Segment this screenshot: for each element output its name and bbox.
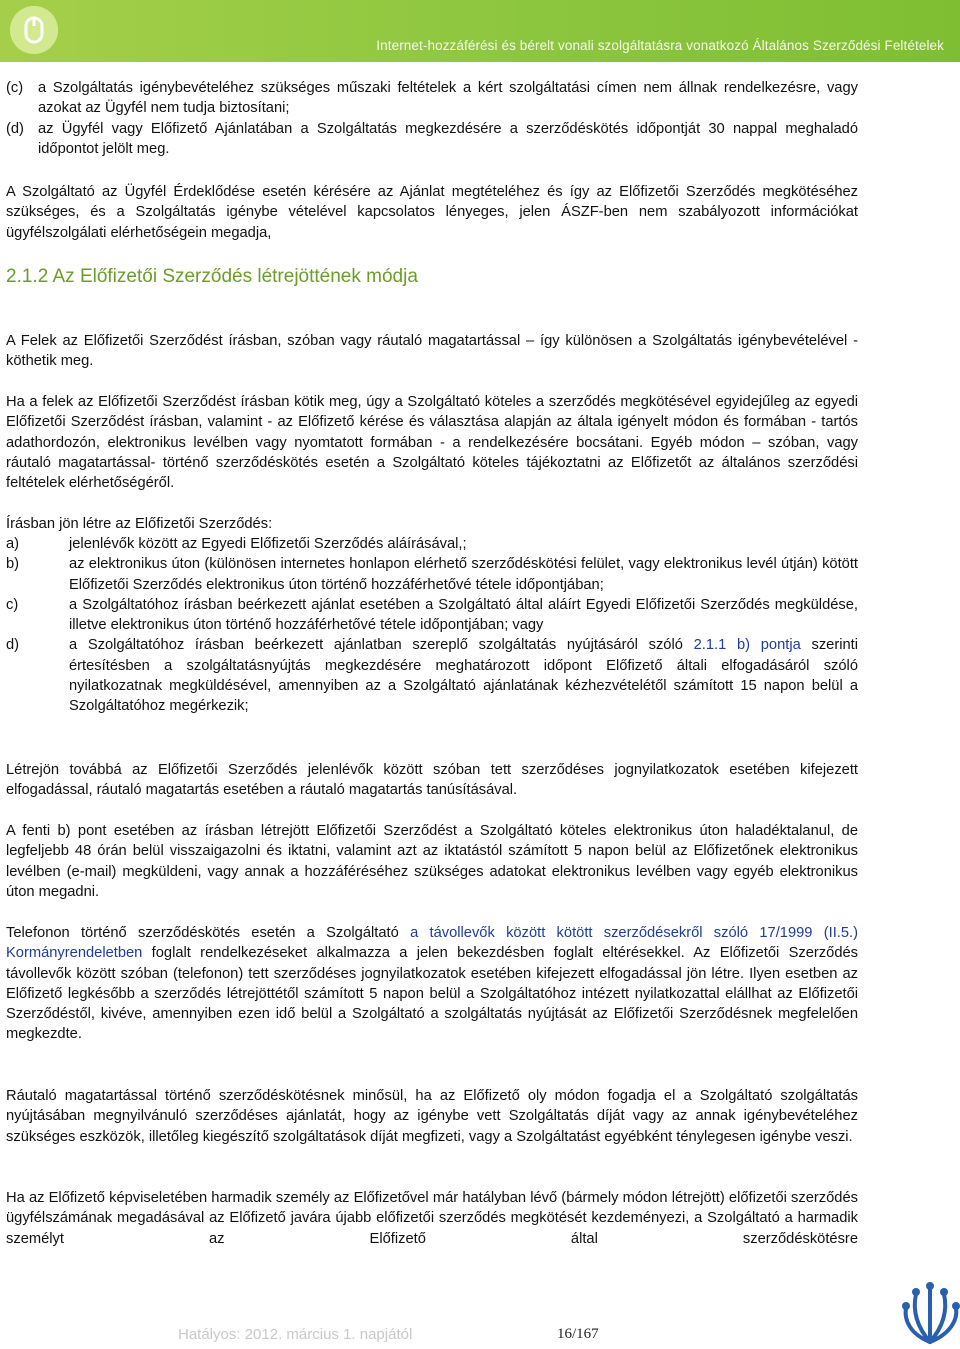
- running-title: Internet-hozzáférési és bérelt vonali szolgáltatásra vonatkozó Általános Szerződési Feltételek: [376, 38, 944, 53]
- paragraph: [6, 923, 858, 1045]
- contract-formation-list: [6, 534, 858, 717]
- list-item-text: az Ügyfél vagy Előfizető Ajánlatában a Szolgáltatás megkezdésére a szerződéskötés időpontját 30 nappal meghaladó időpontot jelölt meg.: [38, 120, 858, 157]
- list-item-text: a Szolgáltatóhoz írásban beérkezett ajánlatban szereplő szolgáltatás nyújtásáról szóló: [69, 637, 694, 654]
- list-item: [6, 635, 858, 716]
- paragraph-text: Telefonon történő szerződéskötés esetén a Szolgáltató: [6, 925, 411, 941]
- cross-reference-link[interactable]: 2.1.1 b) pontja: [693, 637, 801, 654]
- decree-link[interactable]: a távollevők között kötött szerződésekről szóló 17/1999 (II.5.) Kormányrendeletben: [6, 925, 858, 962]
- list-intro: Írásban jön létre az Előfizetői Szerződés:: [6, 516, 273, 532]
- footer-effective-date: Hatályos: 2012. március 1. napjától: [178, 1326, 413, 1343]
- paragraph: Ha a felek az Előfizetői Szerződést írásban kötik meg, úgy a Szolgáltató köteles a szerződés megkötésével egyidejűleg az egyedi Előfizetői Szerződést írásban, valamint - az Előfizető kérése és választása alapján az általa igényelt módon és formában - tartós adathordozón, elektronikus levélben vagy nyomtatott formában - a rendelkezésére bocsátani. Egyéb módon – szóban, vagy ráutaló magatartással- történő szerződéskötés esetén a Szolgáltató köteles tájékoztatni az Előfizetőt az általános szerződési feltételek elérhetőségéről.: [6, 394, 858, 492]
- list-item-text: az elektronikus úton (különösen internetes honlapon elérhető szerződéskötési felület, vagy elektronikus levél útján) kötött Előfizetői Szerződés elektronikus úton történő hozzáférhetővé tétele időpontjában;: [69, 556, 858, 593]
- list-item-label: b): [6, 556, 20, 573]
- paragraph: Létrejön továbbá az Előfizetői Szerződés jelenlévők között szóban tett szerződéses jognyilatkozatok esetében kifejezett elfogadással, ráutaló magatartás esetében a ráutaló magatartás tanúsításával.: [6, 762, 858, 799]
- list-item-label: a): [6, 536, 20, 552]
- list-item-label: (d): [6, 120, 24, 137]
- list-item-text: a Szolgáltatás igénybevételéhez szükséges műszaki feltételek a kért szolgáltatási címen nem állnak rendelkezésre, vagy azokat az Ügyfél nem tudja biztosítani;: [38, 80, 858, 117]
- section-title: 2.1.2 Az Előfizetői Szerződés létrejöttének módja: [6, 266, 418, 287]
- paragraph: A fenti b) pont esetében az írásban létrejött Előfizetői Szerződést a Szolgáltató köteles elektronikus úton haladéktalanul, de legfeljebb 48 órán belül visszaigazolni és iktatni, valamint azt az iktatástól számított 5 napon belül az Előfizetőnek elektronikus levélben (e-mail) megküldeni, vagy annak a hozzáféréséhez szükséges adatokat elektronikus levélben vagy egyéb elektronikus úton megadni.: [6, 823, 858, 900]
- page-number: 16/167: [557, 1326, 599, 1342]
- list-item-label: c): [6, 596, 19, 613]
- list-item-text: a Szolgáltatóhoz írásban beérkezett ajánlat esetében a Szolgáltató által aláírt Egyedi Előfizetői Szerződés megküldése, illetve elektronikus úton történő hozzáférhetővé tétele időpontjában; vagy: [69, 596, 858, 634]
- paragraph-text: foglalt rendelkezéseket alkalmazza a jelen bekezdésben foglalt eltérésekkel. Az Előfizetői Szerződés távollevők között szóban (telefonon) tett szerződéses jognyilatkozatok esetében kifejezett elfogadással jön létre. Ilyen esetben az Előfizető legkésőbb a szerződés létrejöttétől számított 5 napon belül a Szolgáltatóhoz intézett nyilatkozattal elállhat az Előfizetői Szerződéstől, kivéve, amennyiben ezen idő belül a Szolgáltató a szolgáltatás nyújtását az Előfizetői Szerződésnek megfelelően megkezdte.: [6, 945, 858, 1043]
- paragraph: Ha az Előfizető képviseletében harmadik személy az Előfizetővel már hatályban lévő (bármely módon létrejött) előfizetői szerződés ügyfélszámának megadásával az Előfizető javára újabb előfizetői szerződés megkötését kezdeményezi, a Szolgáltató a harmadik személyt az Előfizető által szerződéskötésre: [6, 1190, 858, 1247]
- header-bar: [0, 0, 960, 62]
- list-item: [6, 78, 858, 119]
- list-item: [6, 534, 858, 554]
- list-item: [6, 554, 858, 595]
- flower-logo-icon: [900, 1268, 960, 1348]
- list-item-label: d): [6, 637, 20, 654]
- list-item: [6, 595, 858, 636]
- paragraph: Ráutaló magatartással történő szerződéskötésnek minősül, ha az Előfizető oly módon fogadja el a Szolgáltató szolgáltatás nyújtásában megnyilvánuló szerződéses ajánlatát, hogy az igénybe vett Szolgáltatás díját vagy az annak igénybevételéhez szükséges eszközök, illetőleg kiegészítő szolgáltatások díját megfizeti, vagy a Szolgáltatást egyébként ténylegesen igénybe veszi.: [6, 1088, 858, 1145]
- list-item: [6, 119, 858, 160]
- list-item-text: jelenlévők között az Egyedi Előfizetői Szerződés aláírásával,;: [69, 536, 467, 552]
- paragraph: A Felek az Előfizetői Szerződést írásban, szóban vagy ráutaló magatartással – így különösen a Szolgáltatás igénybevételével - köthetik meg.: [6, 333, 858, 370]
- list-item-label: (c): [6, 80, 24, 96]
- list-item-text: szerinti értesítésben a szolgáltatásnyújtás megkezdésére meghatározott időpont Előfizető általi elfogadásáról szóló nyilatkozatnak megküldésével, amennyiben az a Szolgáltató ajánlatának kézhezvételétől számított 15 napon belül a Szolgáltatóhoz megérkezik;: [69, 637, 858, 715]
- paragraph: A Szolgáltató az Ügyfél Érdeklődése esetén kérésére az Ajánlat megtételéhez és így az Előfizetői Szerződés megkötéséhez szükséges, és a Szolgáltatás igénybe vételével kapcsolatos lényeges, jelen ÁSZF-ben nem szabályozott információkat ügyfélszolgálati elérhetőségein megadja,: [6, 184, 858, 241]
- top-list: [6, 78, 858, 159]
- mouse-logo-icon: [10, 6, 58, 54]
